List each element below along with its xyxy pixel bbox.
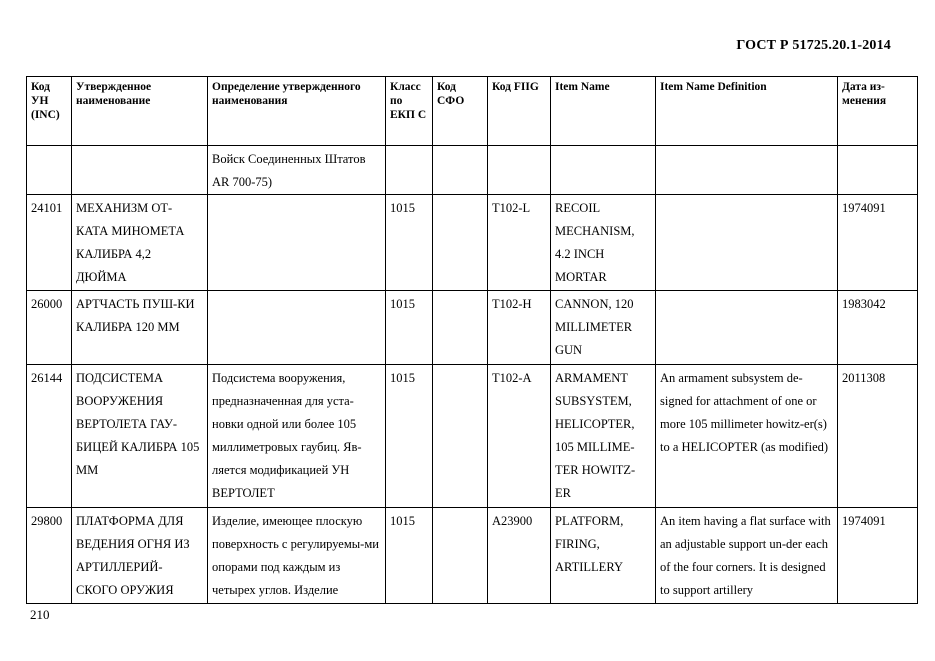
cell-inc — [27, 146, 72, 195]
cell-definition: Изделие, имеющее плоскую поверхность с регулируемы-ми опорами под каждым из четырех углов. Изделие — [208, 508, 386, 604]
col-header-inc: Код УН (INC) — [27, 77, 72, 146]
cell-fiig: T102-A — [488, 365, 551, 508]
page-number: 210 — [30, 607, 50, 622]
cell-item-name: RECOIL MECHANISM, 4.2 INCH MORTAR — [551, 195, 656, 291]
cell-inc: 26144 — [27, 365, 72, 508]
cell-item-name: PLATFORM, FIRING, ARTILLERY — [551, 508, 656, 604]
cell-class: 1015 — [386, 508, 433, 604]
cell-inc: 24101 — [27, 195, 72, 291]
cell-item-name: ARMAMENT SUBSYSTEM, HELICOPTER, 105 MILLIME-TER HOWITZ-ER — [551, 365, 656, 508]
cell-fiig — [488, 146, 551, 195]
cell-sfo — [433, 195, 488, 291]
table-row — [27, 365, 918, 508]
standard-number: ГОСТ Р 51725.20.1-2014 — [736, 38, 891, 53]
cell-sfo — [433, 291, 488, 365]
cell-item-name-definition — [656, 291, 838, 365]
table-row — [27, 195, 918, 291]
catalog-table — [26, 76, 918, 604]
col-header-approved-name: Утвержденное наименование — [72, 77, 208, 146]
cell-class: 1015 — [386, 195, 433, 291]
cell-definition: Подсистема вооружения, предназначенная для уста-новки одной или более 105 миллиметровых гаубиц. Яв-ляется модификацией УН ВЕРТОЛЕТ — [208, 365, 386, 508]
cell-item-name-definition: An armament subsystem de-signed for attachment of one or more 105 millimeter howitz-er(s) to a HELICOPTER (as modified) — [656, 365, 838, 508]
table-row — [27, 291, 918, 365]
cell-approved-name: АРТЧАСТЬ ПУШ-КИ КАЛИБРА 120 ММ — [72, 291, 208, 365]
col-header-class: Класс по ЕКП С — [386, 77, 433, 146]
cell-class: 1015 — [386, 291, 433, 365]
col-header-item-name: Item Name — [551, 77, 656, 146]
cell-approved-name — [72, 146, 208, 195]
cell-change-date: 2011308 — [838, 365, 918, 508]
cell-item-name: CANNON, 120 MILLIMETER GUN — [551, 291, 656, 365]
table-row — [27, 146, 918, 195]
cell-class — [386, 146, 433, 195]
cell-item-name — [551, 146, 656, 195]
cell-definition: Войск Соединенных Штатов AR 700-75) — [208, 146, 386, 195]
cell-item-name-definition — [656, 146, 838, 195]
cell-sfo — [433, 508, 488, 604]
col-header-sfo: Код СФО — [433, 77, 488, 146]
table-row — [27, 508, 918, 604]
col-header-fiig: Код FIIG — [488, 77, 551, 146]
cell-change-date: 1974091 — [838, 508, 918, 604]
cell-change-date — [838, 146, 918, 195]
cell-definition — [208, 195, 386, 291]
cell-class: 1015 — [386, 365, 433, 508]
cell-sfo — [433, 365, 488, 508]
cell-item-name-definition — [656, 195, 838, 291]
col-header-item-name-definition: Item Name Definition — [656, 77, 838, 146]
cell-item-name-definition: An item having a flat surface with an adjustable support un-der each of the four corners. It is designed to support artillery — [656, 508, 838, 604]
cell-definition — [208, 291, 386, 365]
cell-fiig: A23900 — [488, 508, 551, 604]
cell-sfo — [433, 146, 488, 195]
cell-change-date: 1983042 — [838, 291, 918, 365]
col-header-change-date: Дата из-менения — [838, 77, 918, 146]
cell-approved-name: МЕХАНИЗМ ОТ-КАТА МИНОМЕТА КАЛИБРА 4,2 ДЮЙМА — [72, 195, 208, 291]
col-header-definition: Определение утвержденного наименования — [208, 77, 386, 146]
cell-inc: 26000 — [27, 291, 72, 365]
cell-fiig: T102-L — [488, 195, 551, 291]
cell-fiig: T102-H — [488, 291, 551, 365]
cell-change-date: 1974091 — [838, 195, 918, 291]
cell-approved-name: ПЛАТФОРМА ДЛЯ ВЕДЕНИЯ ОГНЯ ИЗ АРТИЛЛЕРИЙ-СКОГО ОРУЖИЯ — [72, 508, 208, 604]
table-header-row — [27, 77, 918, 146]
cell-inc: 29800 — [27, 508, 72, 604]
cell-approved-name: ПОДСИСТЕМА ВООРУЖЕНИЯ ВЕРТОЛЕТА ГАУ-БИЦЕЙ КАЛИБРА 105 ММ — [72, 365, 208, 508]
